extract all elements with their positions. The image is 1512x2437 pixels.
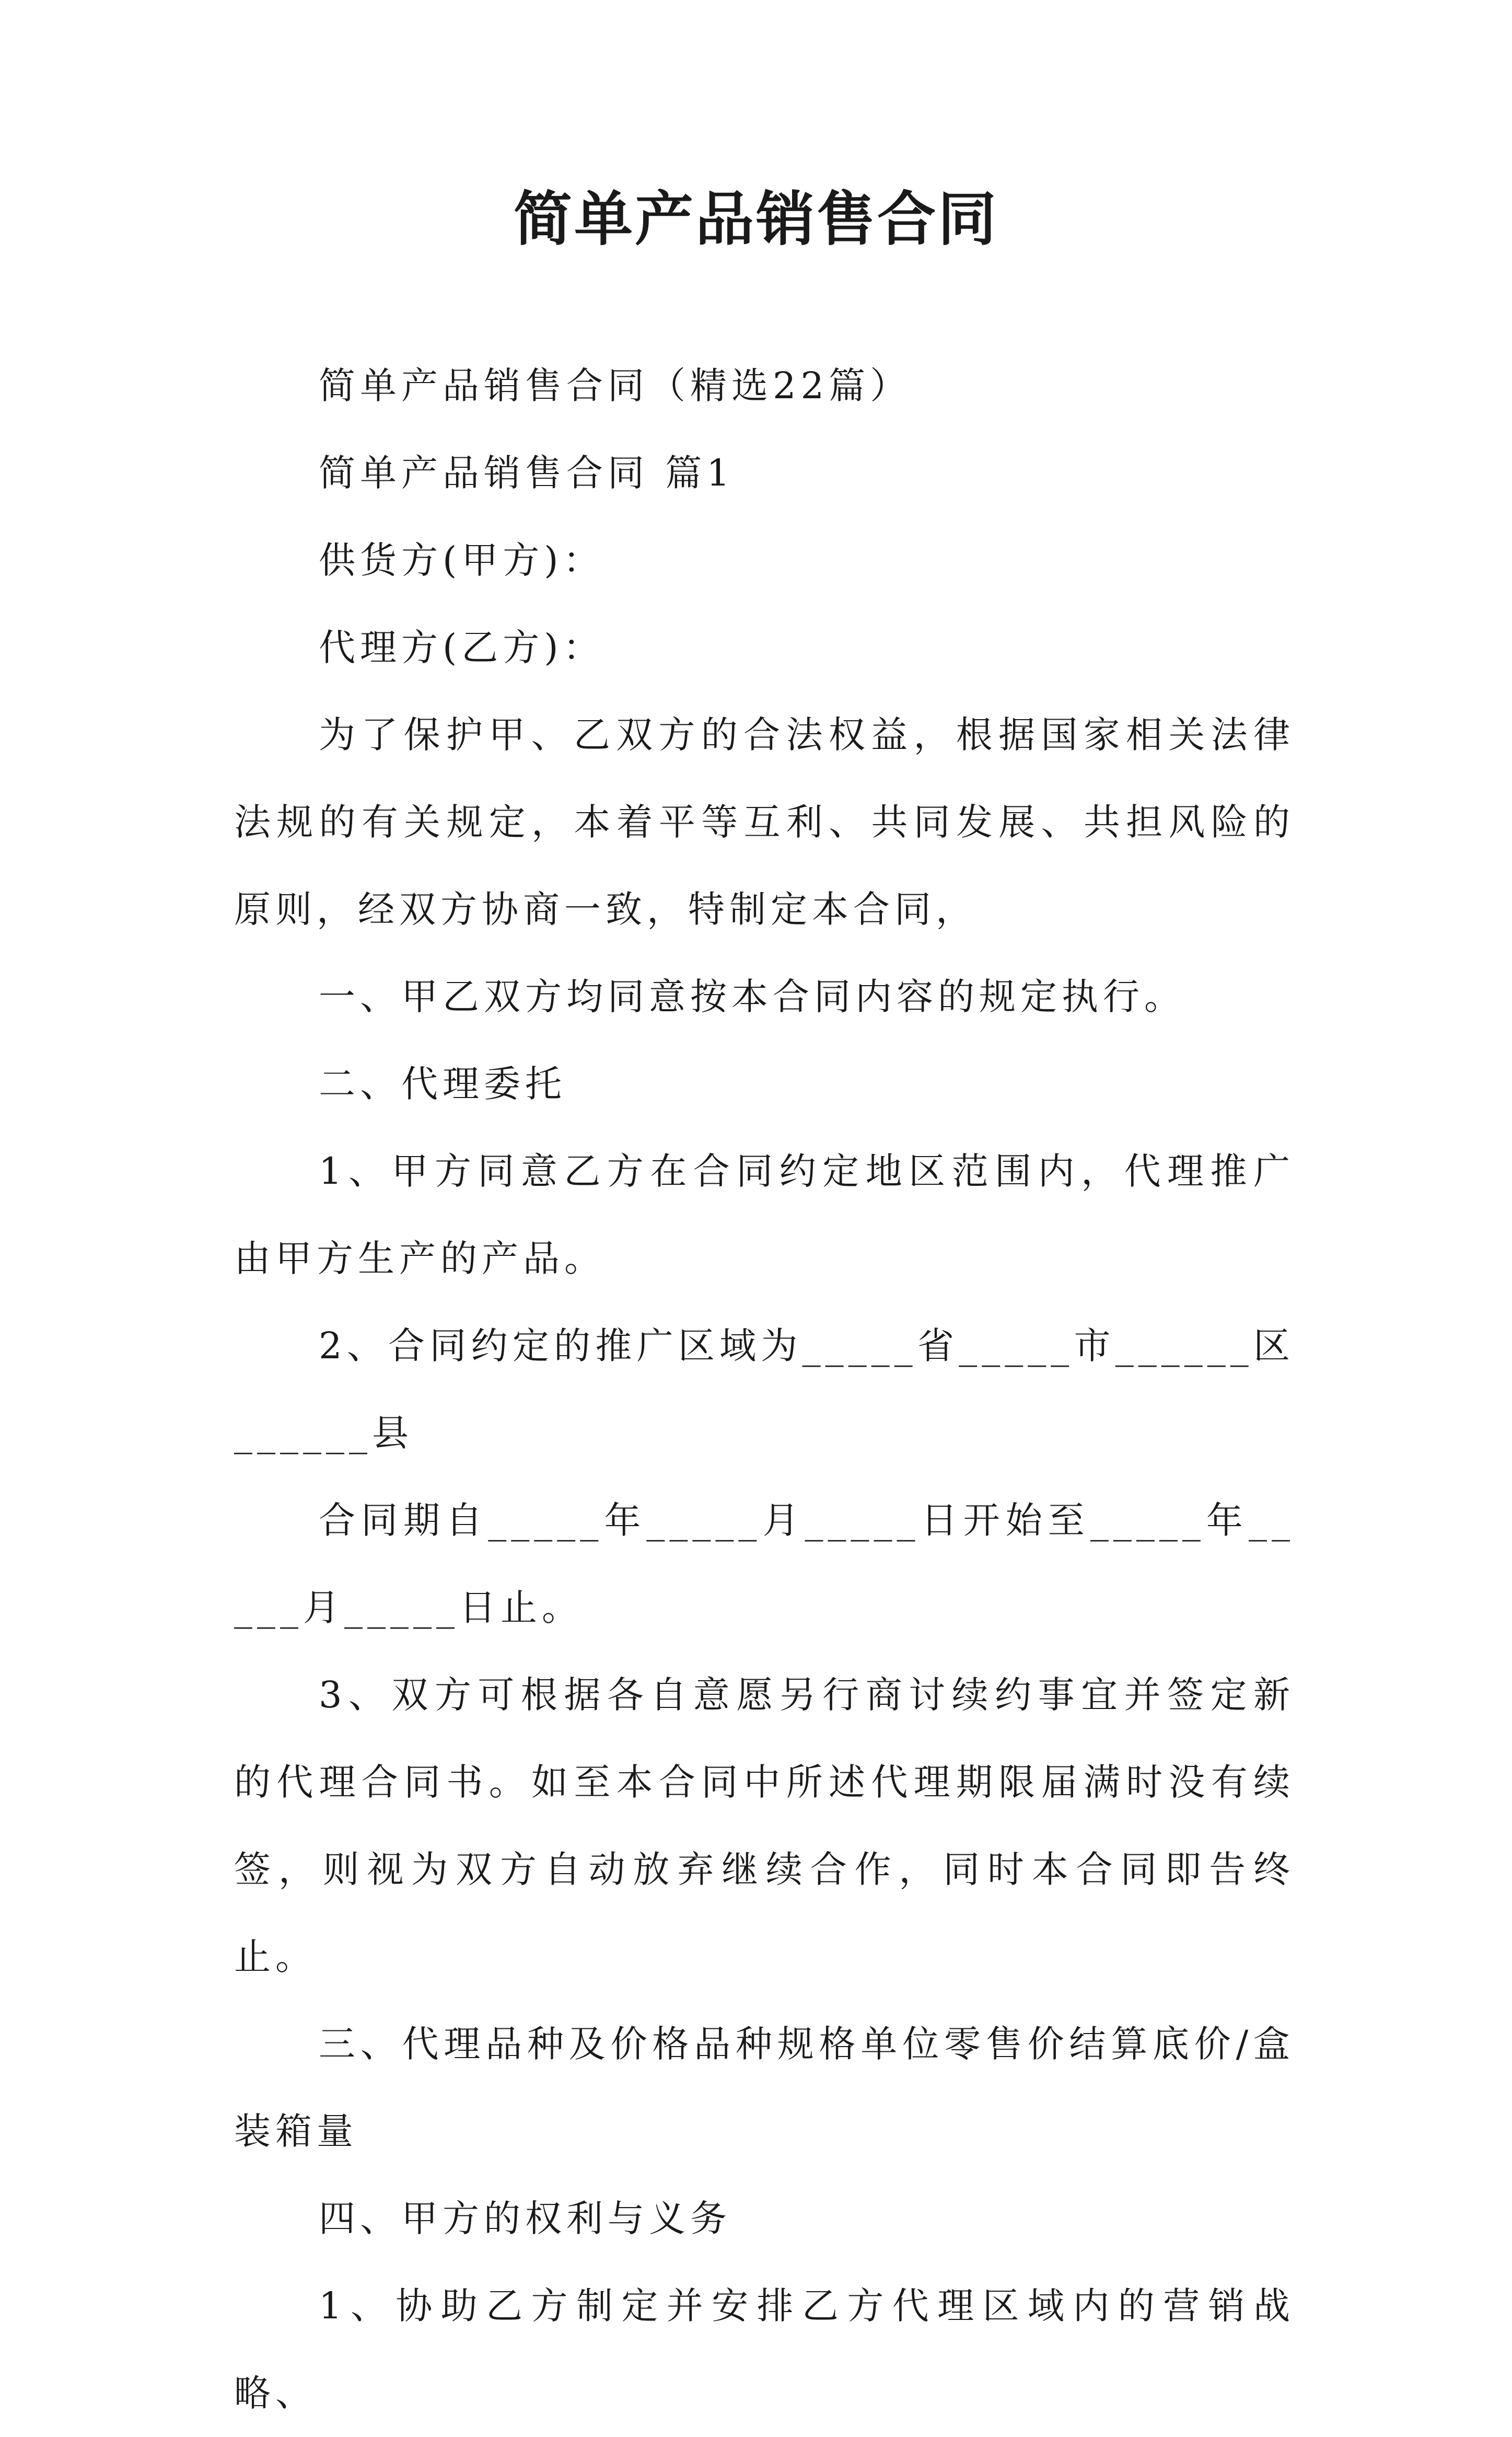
paragraph-preamble: 为了保护甲、乙双方的合法权益，根据国家相关法律法规的有关规定，本着平等互利、共同发展、共担风险的原则，经双方协商一致，特制定本合同， — [234, 713, 1295, 931]
paragraph-clause-2-3: 3、双方可根据各自意愿另行商讨续约事宜并签定新的代理合同书。如至本合同中所述代理期限届满时没有续签，则视为双方自动放弃继续合作，同时本合同即告终止。 — [234, 1673, 1295, 1978]
paragraph-clause-2-heading: 二、代理委托 — [319, 1062, 566, 1105]
paragraph-clause-3-heading: 三、代理品种及价格品种规格单位零售价结算底价/盒装箱量 — [234, 2023, 1295, 2153]
paragraph-section-heading: 简单产品销售合同 篇1 — [319, 452, 735, 494]
paragraph-clause-4-1: 1、协助乙方制定并安排乙方代理区域内的营销战略、 — [234, 2284, 1295, 2415]
paragraph-contract-period: 合同期自_____年_____月_____日开始至_____年_____月_____日止。 — [234, 1499, 1295, 1629]
paragraph-clause-2-2: 2、合同约定的推广区域为_____省_____市______区______县 — [234, 1324, 1295, 1454]
paragraph-clause-4-heading: 四、甲方的权利与义务 — [319, 2197, 731, 2240]
paragraph-clause-2-1: 1、甲方同意乙方在合同约定地区范围内，代理推广由甲方生产的产品。 — [234, 1150, 1295, 1280]
paragraph-party-a: 供货方(甲方)： — [319, 539, 604, 582]
paragraph-subtitle: 简单产品销售合同（精选22篇） — [319, 364, 912, 407]
document-body — [234, 342, 1295, 2437]
paragraph-party-b: 代理方(乙方)： — [319, 626, 604, 669]
document-title: 简单产品销售合同 — [514, 185, 998, 253]
paragraph-clause-1: 一、甲乙双方均同意按本合同内容的规定执行。 — [319, 975, 1185, 1018]
